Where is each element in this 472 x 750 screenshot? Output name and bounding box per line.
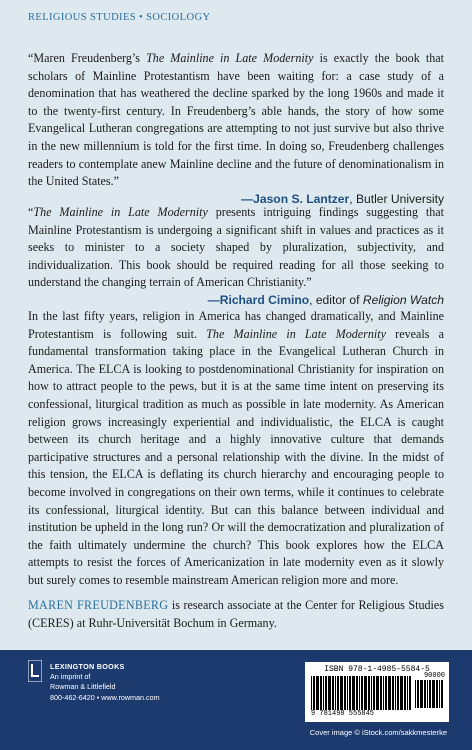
category-sociology: SOCIOLOGY	[146, 12, 211, 23]
publisher-parent: Rowman & Littlefield	[50, 682, 116, 692]
description-part2: reveals a fundamental transformation taking place in the Evangelical Lutheran Church in America. The ELCA is looking to postdenominational Christianity for inspiration on how to attract people to the pews, but it is at the same time intent on preserving its confessional, liturgical tradition as much as possible in late modernity. As American religion grows increasingly experiential and individualistic, the ELCA is caught between its church heritage and a highly innovative culture that demands participative structures and a personal relationship with the divine. In the midst of this tension, the ELCA is deflating its church hierarchy and encouraging people to become involved in congregations on their own terms, while it continues to celebrate its confessional, liturgical identity. But can this balance between individual and institution be upheld in the long run? Or will the democratization and pluralization of the faith ultimately undermine the church? This book explores how the ELCA attempts to resist the forces of Americanization in late modernity even as it slowly but surely comes to resemble mainstream American religion more and more.	[28, 326, 444, 587]
endorser-publication: Religion Watch	[362, 292, 444, 307]
publisher-imprint: An imprint of	[50, 672, 91, 682]
endorsement-lantzer	[28, 50, 444, 208]
lexington-logo-icon	[28, 660, 42, 682]
description-part1: In the last fifty years, religion in America has changed dramatically, and Mainline Protestantism is following suit.	[28, 309, 444, 341]
isbn-label: ISBN 978-1-4985-5584-5	[324, 665, 430, 674]
book-title: The Mainline in Late Modernity	[33, 205, 208, 219]
bio-text: is research associate at the Center for Religious Studies (CERES) at Ruhr-Universität Bochum in Germany.	[28, 598, 444, 630]
publisher-name: LEXINGTON BOOKS	[50, 662, 125, 671]
book-title: The Mainline in Late Modernity	[206, 326, 386, 341]
publisher-contact: 800-462-6420 • www.rowman.com	[50, 692, 160, 702]
endorser-name: —Jason S. Lantzer	[241, 191, 350, 206]
cover-image-credit: Cover image © iStock.com/sakkmesterke	[309, 728, 447, 737]
endorsement-cimino	[28, 204, 444, 310]
barcode-block	[305, 662, 449, 722]
quote-open: “	[28, 205, 34, 219]
author-name: MAREN FREUDENBERG	[28, 598, 169, 612]
publisher-info	[50, 662, 160, 703]
book-title: The Mainline in Late Modernity	[146, 51, 314, 65]
subject-category	[28, 12, 210, 23]
quote-body: presents intriguing findings suggesting that Mainline Protestantism is undergoing a significant shift in values and practices as it seeks to minister to a society shaped by pluralization, subjectivity, and individualization. This book should be required reading for all those seeking to understand the changing terrain of American Christianity.”	[28, 205, 444, 290]
price-barcode-icon	[415, 680, 443, 708]
ean-barcode-icon	[311, 676, 411, 710]
category-religious-studies: RELIGIOUS STUDIES	[28, 12, 137, 23]
quote-open: “Maren Freudenberg’s	[28, 51, 147, 65]
endorser-affiliation: , editor of	[309, 292, 363, 307]
book-description	[28, 308, 444, 590]
author-bio	[28, 597, 444, 632]
barcode-digits: 9 781498 555845	[311, 710, 375, 718]
price-code: 90000	[423, 672, 445, 680]
endorser-signature	[28, 292, 444, 310]
endorser-name: —Richard Cimino	[207, 292, 310, 307]
quote-body: is exactly the book that scholars of Mainline Protestantism have been waiting for: a case study of a denomination that has weathered the decline sparked by the long 1960s and made it to the twenty-first century. In Freudenberg’s able hands, the story of how some Evangelical Lutheran congregations are attempting to not just survive but also thrive in the new millennium is told for the first time. In doing so, Freudenberg challenges readers to contemplate anew Mainline decline and the future of denominationalism in the United States.”	[28, 51, 444, 189]
endorser-affiliation: , Butler University	[349, 191, 444, 206]
category-separator: •	[136, 12, 147, 23]
